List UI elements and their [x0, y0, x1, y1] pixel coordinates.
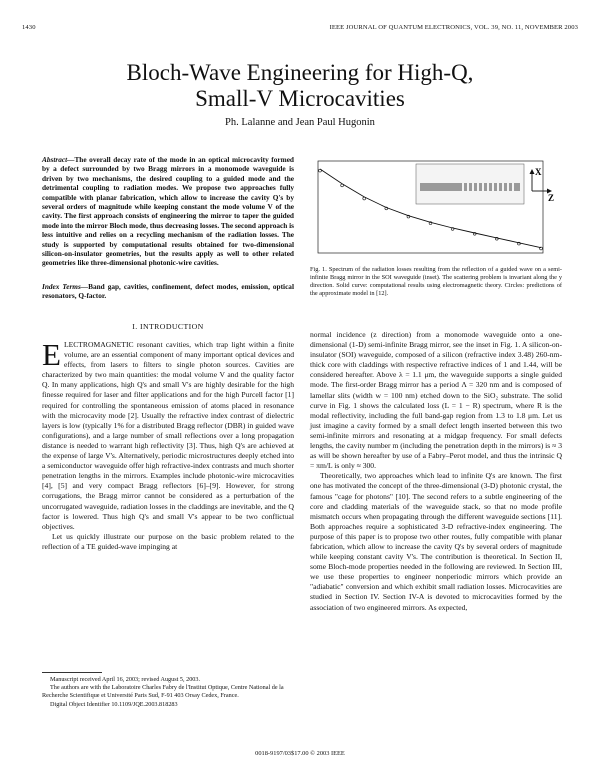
paper-title [60, 60, 540, 112]
footnote-affiliation: The authors are with the Laboratoire Charles Fabry de l'Institut Optique, Centre National de la Recherche Scientifique et Université Paris Sud, F-91 403 Orsay Cedex, France. [42, 684, 284, 700]
inset-label-x: X [535, 167, 542, 177]
index-terms-text: Band gap, cavities, confinement, defect modes, emission, optical resonators, Q-factor. [42, 282, 294, 301]
inset-slit [467, 183, 469, 191]
figure-1-chart [312, 155, 562, 263]
footnote [42, 676, 294, 709]
inset-slit [497, 183, 499, 191]
footnote-doi: Digital Object Identifier 10.1109/JQE.2003.818283 [50, 700, 178, 708]
figure-1-caption: Fig. 1. Spectrum of the radiation losses resulting from the reflection of a guided wave on a semi-infinite Bragg mirror in the SOI waveguide (inset). The scattering problem is invariant along the y direction. Solid curve: computational results using electromagnetic theory. Circles: predictions of the approximate model in [12]. [310, 266, 562, 298]
running-header [22, 24, 578, 31]
inset-slit [482, 183, 484, 191]
index-terms-lead: Index Terms— [42, 282, 89, 291]
intro-p1-text: LECTROMAGNETIC resonant cavities, which trap light within a finite volume, are an essential component of many important optical devices and effects, from lasers to filters to single photon sources. Cavities are characterized by two main quantities: the modal volume V and the quality factor Q. In many applications, high Q's and small V's are highly desirable for the high finesse required for laser and filter applications and for the high Purcell factor [1] required for controlling the spontaneous emission of atoms placed in resonance with the microcavity mode [2]. Usually the refractive index contrast of dielectric layers is low (typically 1% for a distributed Bragg reflector (DBR) in guided wave configurations), and a large number of small reflections over a long propagation distance is needed to warrant high reflectivity [3]. Thus, high Q's are achieved at the expense of large V's. Alternatively, periodic microstructures deeply etched into a semiconductor waveguide offer high refractive-index contrasts and much shorter penetration lengths in the mirrors. Examples include photonic-wire microcavities [4], [5] and very compact Bragg reflectors [6]–[9]. However, for strong corrugations, the Bragg mirror cannot be considered as a perturbation of the uncorrugated waveguide, radiation losses in the claddings are inevitable, and the Q factor is lowered. Thus high Q's and small V's appear to be two conflictual objectives. [42, 340, 294, 531]
series-point-model [363, 197, 366, 200]
footnote-received: Manuscript received April 16, 2003; revised August 5, 2003. [50, 676, 201, 683]
introduction-text [42, 337, 294, 552]
title-line-2: Small-V Microcavities [195, 86, 405, 111]
right-column-text [310, 330, 562, 613]
abstract [42, 155, 294, 268]
inset-slit [507, 183, 509, 191]
inset-slit [487, 183, 489, 191]
inset-slit [492, 183, 494, 191]
series-point-model [319, 169, 322, 172]
section-heading-introduction: I. INTRODUCTION [132, 322, 204, 331]
inset-label-z: Z [548, 193, 555, 203]
page-number: 1430 [22, 24, 36, 31]
axis-arrowhead-x [530, 169, 535, 174]
inset-slit [462, 183, 464, 191]
authors: Ph. Lalanne and Jean Paul Hugonin [225, 117, 375, 128]
title-line-1: Bloch-Wave Engineering for High-Q, [126, 60, 474, 85]
right-paragraph-2: Theoretically, two approaches which lead to infinite Q's are known. The first one has motivated the concept of the three-dimensional (3-D) photonic crystal, the famous "cage for photons" [10]. The second refers to a subtle engineering of the core and cladding materials of the waveguide stack, so that no mode profile mismatch occurs when propagating through the different waveguide sections [11]. Both approaches require a sophisticated 3-D refractive-index engineering. The purpose of this paper is to propose two other routes, fully compatible with planar fabrication, which allow to increase the cavity Q's by several orders of magnitude while keeping constant cavity V's. The contribution is theoretical. In Section II, some Bloch-mode properties needed in the following are reviewed. In Section III, we use these properties to engineer nonperiodic mirrors which provide an "adiabatic" conversion and which exhibit small radiation losses. Microcavities are studied in Section IV. Section IV-A is devoted to microcavities formed by the association of two engineered mirrors. As expected, [310, 471, 562, 612]
inset-slit [512, 183, 514, 191]
abstract-text: The overall decay rate of the mode in an optical microcavity formed by a defect surrounded by two Bragg mirrors in a monomode waveguide is driven by two mechanisms, the desired coupling to a guided mode and the detrimental coupling to radiation modes. We propose two approaches fully compatible with planar fabrication, which allow to increase the cavity Q's by several orders of magnitude while keeping constant the mode volume V of the cavity. The first approach consists of engineering the mirror to taper the guided mode into the mirror Bloch mode, thus decreasing losses. The second approach is less intuitive and relies on a recycling mechanism of the radiation losses. The study is supported by computational results obtained for two-dimensional silicon-on-insulator geometries, but the results apply as well to other related geometries like three-dimensional photonic-wire cavities. [42, 155, 294, 268]
inset-diagram [416, 164, 554, 204]
index-terms [42, 282, 294, 301]
intro-paragraph-2: Let us quickly illustrate our purpose on the basic problem related to the reflection of a TE guided-wave impinging at [42, 531, 294, 551]
journal-title: IEEE JOURNAL OF QUANTUM ELECTRONICS, VOL. 39, NO. 11, NOVEMBER 2003 [329, 24, 578, 31]
copyright-line: 0018-9197/03$17.00 © 2003 IEEE [255, 750, 345, 757]
abstract-lead: Abstract— [42, 155, 75, 164]
inset-slit [502, 183, 504, 191]
inset-slit [472, 183, 474, 191]
inset-waveguide-core [420, 183, 520, 191]
footnote-rule [42, 672, 102, 673]
series-point-model [341, 184, 344, 187]
dropcap: E [42, 337, 61, 372]
inset-slit [477, 183, 479, 191]
intro-paragraph-1 [42, 337, 294, 532]
right-paragraph-1: normal incidence (z direction) from a monomode waveguide onto a one-dimensional (1-D) semi-infinite Bragg mirror, see the inset in Fig. 1. A silicon-on-insulator (SOI) waveguide, composed of a silicon (refractive index 3.48) 260-nm-thick core with claddings with respective refractive indices of 1 and 1.44, will be considered hereafter. Above λ = 1.1 μm, the waveguide supports a single guided mode. The first-order Bragg mirror has a period Λ = 320 nm and is composed of lamellar slits (width w = 100 nm) etched down to the SiO₂ substrate. The solid curve in Fig. 1 shows the calculated loss (L = 1 − R) spectrum, where R is the modal reflectivity, including the full band-gap region from 1.3 to 1.8 μm. Let us just imagine a cavity formed by a small defect length inserted between this two semi-infinite mirrors and resonating at a midgap frequency. For small defects lengths, the cavity number m (including the penetration depth in the mirrors) is ≈ 3 as will be shown hereafter by use of a Fabry–Perot model, and thus the intrinsic Q = πm/L is only ≈ 300. [310, 330, 562, 471]
